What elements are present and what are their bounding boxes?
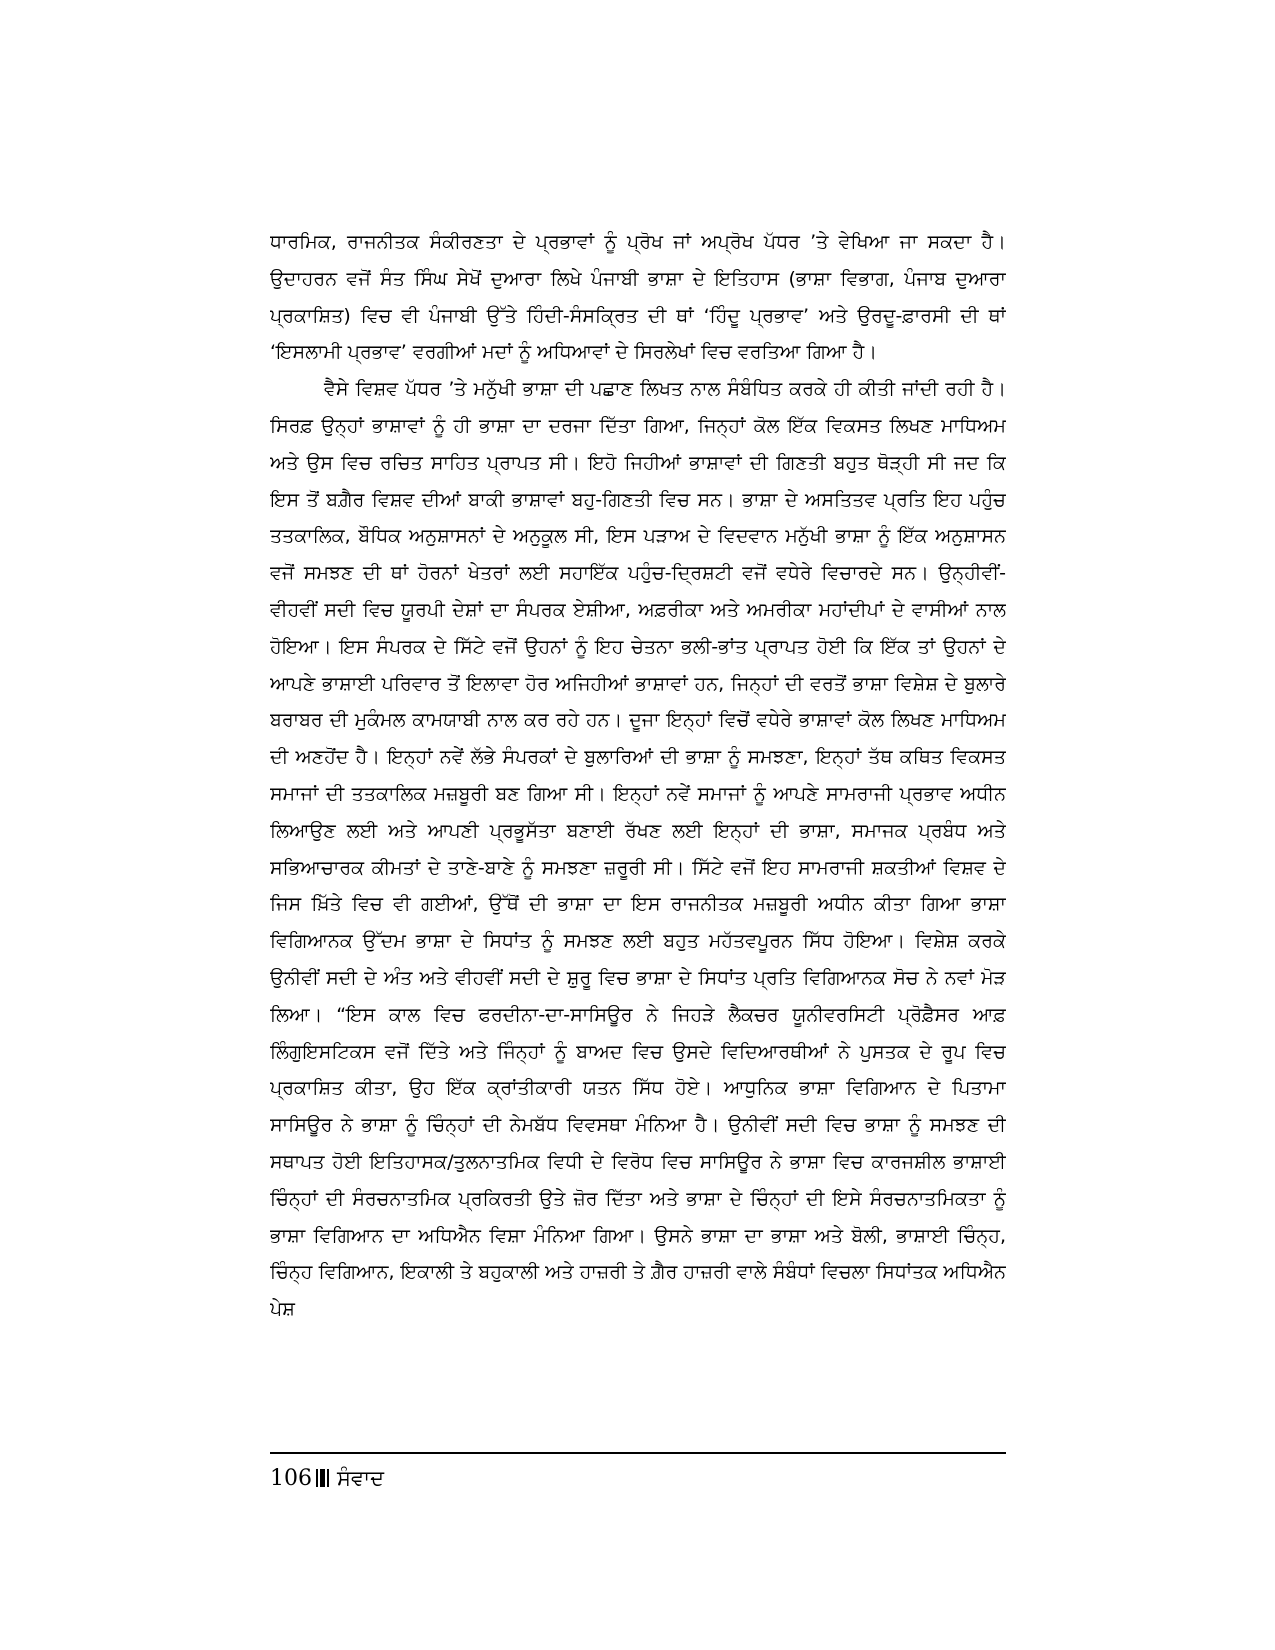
footer-bars-icon (316, 1467, 331, 1489)
journal-name: ਸੰਵਾਦ (337, 1465, 385, 1490)
paragraph-continued: ਧਾਰਮਿਕ, ਰਾਜਨੀਤਕ ਸੰਕੀਰਣਤਾ ਦੇ ਪ੍ਰਭਾਵਾਂ ਨੂੰ ਪ੍ਰੋਖ ਜਾਂ ਅਪ੍ਰੋਖ ਪੱਧਰ ’ਤੇ ਵੇਖਿਆ ਜਾ ਸਕਦਾ ਹੈ। ਉਦਾਹਰਨ ਵਜੋਂ ਸੰਤ ਸਿੰਘ ਸੇਖੋਂ ਦੁਆਰਾ ਲਿਖੇ ਪੰਜਾਬੀ ਭਾਸ਼ਾ ਦੇ ਇਤਿਹਾਸ (ਭਾਸ਼ਾ ਵਿਭਾਗ, ਪੰਜਾਬ ਦੁਆਰਾ ਪ੍ਰਕਾਸ਼ਿਤ) ਵਿਚ ਵੀ ਪੰਜਾਬੀ ਉੱਤੇ ਹਿੰਦੀ-ਸੰਸਕ੍ਰਿਤ ਦੀ ਥਾਂ ‘ਹਿੰਦੂ ਪ੍ਰਭਾਵ’ ਅਤੇ ਉਰਦੂ-ਫ਼ਾਰਸੀ ਦੀ ਥਾਂ ‘ਇਸਲਾਮੀ ਪ੍ਰਭਾਵ’ ਵਰਗੀਆਂ ਮਦਾਂ ਨੂੰ ਅਧਿਆਵਾਂ ਦੇ ਸਿਰਲੇਖਾਂ ਵਿਚ ਵਰਤਿਆ ਗਿਆ ਹੈ। (270, 231, 1006, 364)
footer-divider (270, 1452, 1006, 1454)
page-number: 106 (270, 1465, 312, 1491)
page-footer (270, 1460, 384, 1496)
paragraph-main: ਵੈਸੇ ਵਿਸ਼ਵ ਪੱਧਰ ’ਤੇ ਮਨੁੱਖੀ ਭਾਸ਼ਾ ਦੀ ਪਛਾਣ ਲਿਖਤ ਨਾਲ ਸੰਬੰਧਿਤ ਕਰਕੇ ਹੀ ਕੀਤੀ ਜਾਂਦੀ ਰਹੀ ਹੈ। ਸਿਰਫ਼ ਉਨ੍ਹਾਂ ਭਾਸ਼ਾਵਾਂ ਨੂੰ ਹੀ ਭਾਸ਼ਾ ਦਾ ਦਰਜਾ ਦਿੱਤਾ ਗਿਆ, ਜਿਨ੍ਹਾਂ ਕੋਲ ਇੱਕ ਵਿਕਸਤ ਲਿਖਣ ਮਾਧਿਅਮ ਅਤੇ ਉਸ ਵਿਚ ਰਚਿਤ ਸਾਹਿਤ ਪ੍ਰਾਪਤ ਸੀ। ਇਹੋ ਜਿਹੀਆਂ ਭਾਸ਼ਾਵਾਂ ਦੀ ਗਿਣਤੀ ਬਹੁਤ ਥੋੜ੍ਹੀ ਸੀ ਜਦ ਕਿ ਇਸ ਤੋਂ ਬਗ਼ੈਰ ਵਿਸ਼ਵ ਦੀਆਂ ਬਾਕੀ ਭਾਸ਼ਾਵਾਂ ਬਹੁ-ਗਿਣਤੀ ਵਿਚ ਸਨ। ਭਾਸ਼ਾ ਦੇ ਅਸਤਿਤਵ ਪ੍ਰਤਿ ਇਹ ਪਹੁੰਚ ਤਤਕਾਲਿਕ, ਬੌਧਿਕ ਅਨੁਸ਼ਾਸਨਾਂ ਦੇ ਅਨੁਕੂਲ ਸੀ, ਇਸ ਪੜਾਅ ਦੇ ਵਿਦਵਾਨ ਮਨੁੱਖੀ ਭਾਸ਼ਾ ਨੂੰ ਇੱਕ ਅਨੁਸ਼ਾਸਨ ਵਜੋਂ ਸਮਝਣ ਦੀ ਥਾਂ ਹੋਰਨਾਂ ਖੇਤਰਾਂ ਲਈ ਸਹਾਇੱਕ ਪਹੁੰਚ-ਦ੍ਰਿਸ਼ਟੀ ਵਜੋਂ ਵਧੇਰੇ ਵਿਚਾਰਦੇ ਸਨ। ਉਨ੍ਹੀਵੀਂ-ਵੀਹਵੀਂ ਸਦੀ ਵਿਚ ਯੂਰਪੀ ਦੇਸ਼ਾਂ ਦਾ ਸੰਪਰਕ ਏਸ਼ੀਆ, ਅਫ਼ਰੀਕਾ ਅਤੇ ਅਮਰੀਕਾ ਮਹਾਂਦੀਪਾਂ ਦੇ ਵਾਸੀਆਂ ਨਾਲ ਹੋਇਆ। ਇਸ ਸੰਪਰਕ ਦੇ ਸਿੱਟੇ ਵਜੋਂ ਉਹਨਾਂ ਨੂੰ ਇਹ ਚੇਤਨਾ ਭਲੀ-ਭਾਂਤ ਪ੍ਰਾਪਤ ਹੋਈ ਕਿ ਇੱਕ ਤਾਂ ਉਹਨਾਂ ਦੇ ਆਪਣੇ ਭਾਸ਼ਾਈ ਪਰਿਵਾਰ ਤੋਂ ਇਲਾਵਾ ਹੋਰ ਅਜਿਹੀਆਂ ਭਾਸ਼ਾਵਾਂ ਹਨ, ਜਿਨ੍ਹਾਂ ਦੀ ਵਰਤੋਂ ਭਾਸ਼ਾ ਵਿਸ਼ੇਸ਼ ਦੇ ਬੁਲਾਰੇ ਬਰਾਬਰ ਦੀ ਮੁਕੰਮਲ ਕਾਮਯਾਬੀ ਨਾਲ ਕਰ ਰਹੇ ਹਨ। ਦੂਜਾ ਇਨ੍ਹਾਂ ਵਿਚੋਂ ਵਧੇਰੇ ਭਾਸ਼ਾਵਾਂ ਕੋਲ ਲਿਖਣ ਮਾਧਿਅਮ ਦੀ ਅਣਹੋਂਦ ਹੈ। ਇਨ੍ਹਾਂ ਨਵੇਂ ਲੱਭੇ ਸੰਪਰਕਾਂ ਦੇ ਬੁਲਾਰਿਆਂ ਦੀ ਭਾਸ਼ਾ ਨੂੰ ਸਮਝਣਾ, ਇਨ੍ਹਾਂ ਤੱਥ ਕਥਿਤ ਵਿਕਸਤ ਸਮਾਜਾਂ ਦੀ ਤਤਕਾਲਿਕ ਮਜ਼ਬੂਰੀ ਬਣ ਗਿਆ ਸੀ। ਇਨ੍ਹਾਂ ਨਵੇਂ ਸਮਾਜਾਂ ਨੂੰ ਆਪਣੇ ਸਾਮਰਾਜੀ ਪ੍ਰਭਾਵ ਅਧੀਨ ਲਿਆਉਣ ਲਈ ਅਤੇ ਆਪਣੀ ਪ੍ਰਭੂਸੱਤਾ ਬਣਾਈ ਰੱਖਣ ਲਈ ਇਨ੍ਹਾਂ ਦੀ ਭਾਸ਼ਾ, ਸਮਾਜਕ ਪ੍ਰਬੰਧ ਅਤੇ ਸਭਿਆਚਾਰਕ ਕੀਮਤਾਂ ਦੇ ਤਾਣੇ-ਬਾਣੇ ਨੂੰ ਸਮਝਣਾ ਜ਼ਰੂਰੀ ਸੀ। ਸਿੱਟੇ ਵਜੋਂ ਇਹ ਸਾਮਰਾਜੀ ਸ਼ਕਤੀਆਂ ਵਿਸ਼ਵ ਦੇ ਜਿਸ ਖ਼ਿੱਤੇ ਵਿਚ ਵੀ ਗਈਆਂ, ਉੱਥੋਂ ਦੀ ਭਾਸ਼ਾ ਦਾ ਇਸ ਰਾਜਨੀਤਕ ਮਜ਼ਬੂਰੀ ਅਧੀਨ ਕੀਤਾ ਗਿਆ ਭਾਸ਼ਾ ਵਿਗਿਆਨਕ ਉੱਦਮ ਭਾਸ਼ਾ ਦੇ ਸਿਧਾਂਤ ਨੂੰ ਸਮਝਣ ਲਈ ਬਹੁਤ ਮਹੱਤਵਪੂਰਨ ਸਿੱਧ ਹੋਇਆ। ਵਿਸ਼ੇਸ਼ ਕਰਕੇ ਉਨੀਵੀਂ ਸਦੀ ਦੇ ਅੰਤ ਅਤੇ ਵੀਹਵੀਂ ਸਦੀ ਦੇ ਸ਼ੁਰੂ ਵਿਚ ਭਾਸ਼ਾ ਦੇ ਸਿਧਾਂਤ ਪ੍ਰਤਿ ਵਿਗਿਆਨਕ ਸੋਚ ਨੇ ਨਵਾਂ ਮੋੜ ਲਿਆ। “ਇਸ ਕਾਲ ਵਿਚ ਫਰਦੀਨਾ-ਦਾ-ਸਾਸਿਊਰ ਨੇ ਜਿਹੜੇ ਲੈਕਚਰ ਯੂਨੀਵਰਸਿਟੀ ਪ੍ਰੋਫ਼ੈਸਰ ਆਫ਼ ਲਿੰਗੁਇਸਟਿਕਸ ਵਜੋਂ ਦਿੱਤੇ ਅਤੇ ਜਿੰਨ੍ਹਾਂ ਨੂੰ ਬਾਅਦ ਵਿਚ ਉਸਦੇ ਵਿਦਿਆਰਥੀਆਂ ਨੇ ਪੁਸਤਕ ਦੇ ਰੂਪ ਵਿਚ ਪ੍ਰਕਾਸ਼ਿਤ ਕੀਤਾ, ਉਹ ਇੱਕ ਕ੍ਰਾਂਤੀਕਾਰੀ ਯਤਨ ਸਿੱਧ ਹੋਏ। ਆਧੁਨਿਕ ਭਾਸ਼ਾ ਵਿਗਿਆਨ ਦੇ ਪਿਤਾਮਾ ਸਾਸਿਊਰ ਨੇ ਭਾਸ਼ਾ ਨੂੰ ਚਿੰਨ੍ਹਾਂ ਦੀ ਨੇਮਬੱਧ ਵਿਵਸਥਾ ਮੰਨਿਆ ਹੈ। ਉਨੀਵੀਂ ਸਦੀ ਵਿਚ ਭਾਸ਼ਾ ਨੂੰ ਸਮਝਣ ਦੀ ਸਥਾਪਤ ਹੋਈ ਇਤਿਹਾਸਕ/ਤੁਲਨਾਤਮਿਕ ਵਿਧੀ ਦੇ ਵਿਰੋਧ ਵਿਚ ਸਾਸਿਊਰ ਨੇ ਭਾਸ਼ਾ ਵਿਚ ਕਾਰਜਸ਼ੀਲ ਭਾਸ਼ਾਈ ਚਿੰਨ੍ਹਾਂ ਦੀ ਸੰਰਚਨਾਤਮਿਕ ਪ੍ਰਕਿਰਤੀ ਉਤੇ ਜ਼ੋਰ ਦਿੱਤਾ ਅਤੇ ਭਾਸ਼ਾ ਦੇ ਚਿੰਨ੍ਹਾਂ ਦੀ ਇਸੇ ਸੰਰਚਨਾਤਮਿਕਤਾ ਨੂੰ ਭਾਸ਼ਾ ਵਿਗਿਆਨ ਦਾ ਅਧਿਐਨ ਵਿਸ਼ਾ ਮੰਨਿਆ ਗਿਆ। ਉਸਨੇ ਭਾਸ਼ਾ ਦਾ ਭਾਸ਼ਾ ਅਤੇ ਬੋਲੀ, ਭਾਸ਼ਾਈ ਚਿੰਨ੍ਹ, ਚਿੰਨ੍ਹ ਵਿਗਿਆਨ, ਇਕਾਲੀ ਤੇ ਬਹੁਕਾਲੀ ਅਤੇ ਹਾਜ਼ਰੀ ਤੇ ਗ਼ੈਰ ਹਾਜ਼ਰੀ ਵਾਲੇ ਸੰਬੰਧਾਂ ਵਿਚਲਾ ਸਿਧਾਂਤਕ ਅਧਿਐਨ ਪੇਸ਼ (270, 378, 1006, 1321)
body-text (270, 224, 1006, 1439)
